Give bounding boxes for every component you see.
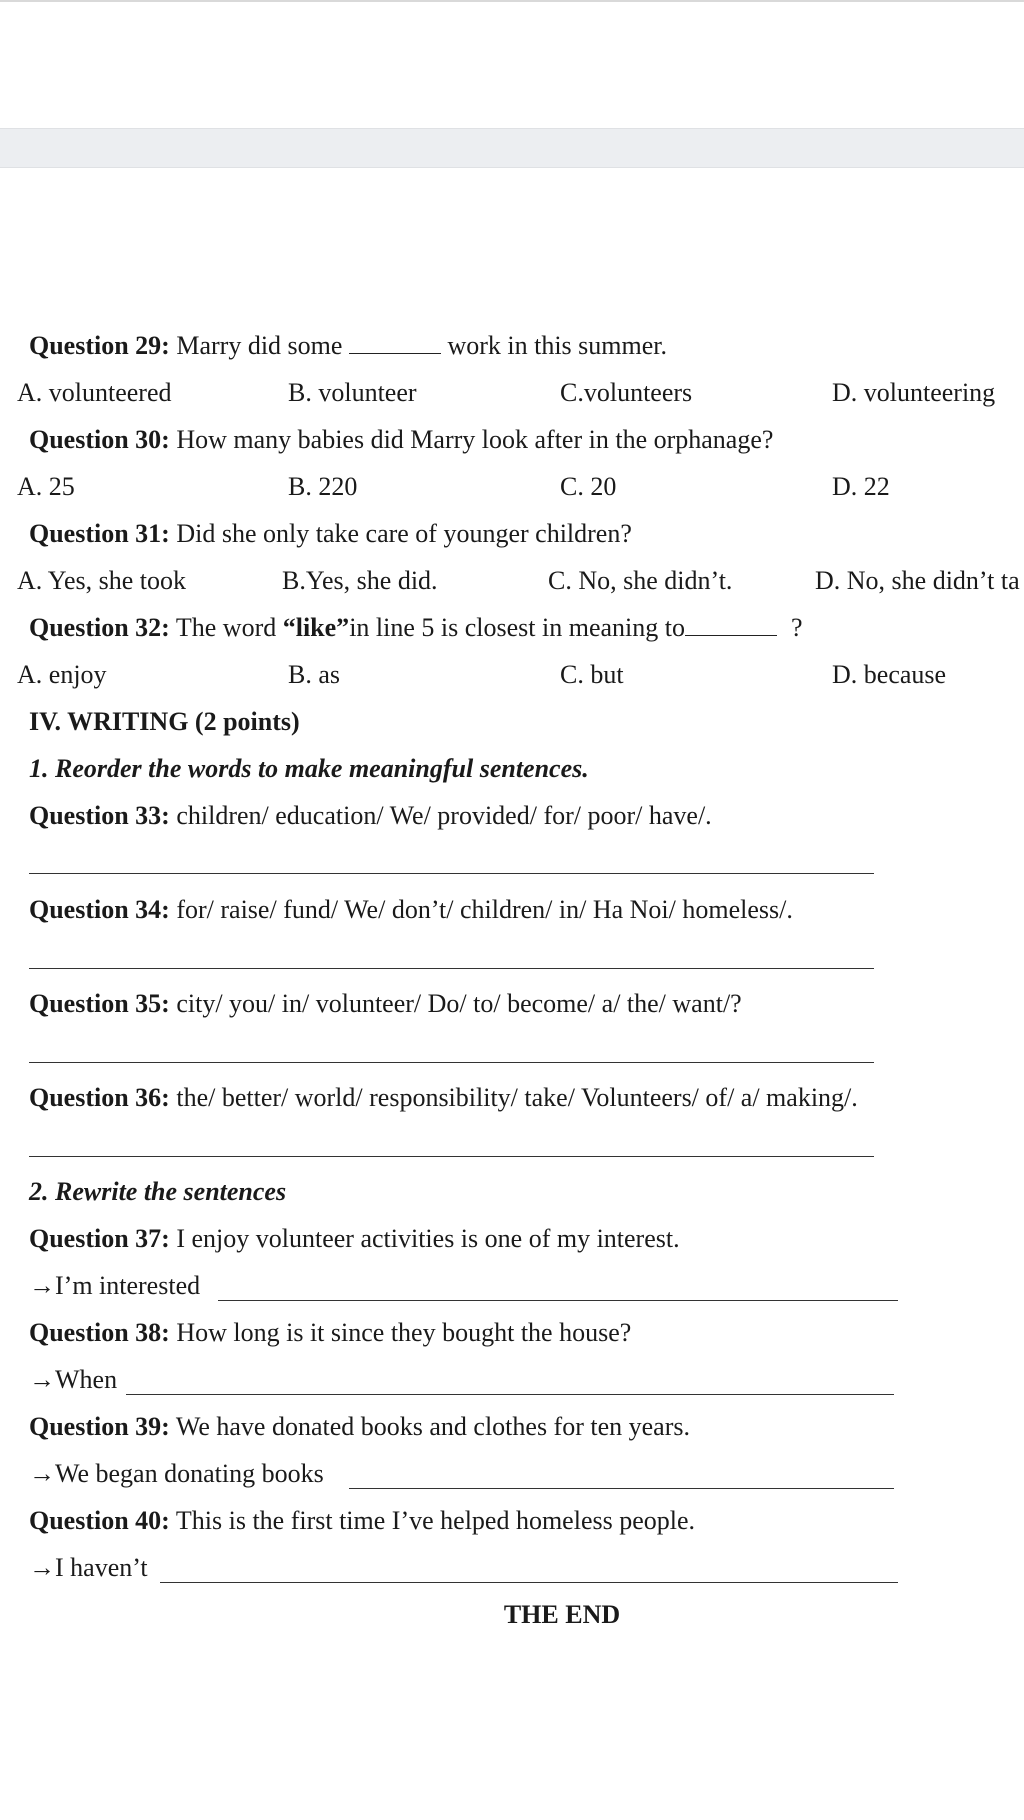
question-33	[29, 800, 712, 832]
blank	[685, 613, 777, 636]
question-text: work in this summer.	[440, 331, 667, 360]
section-heading: IV. WRITING (2 points)	[29, 707, 300, 736]
option-c: C.volunteers	[560, 378, 693, 407]
option-c: C. No, she didn’t.	[548, 566, 733, 595]
answer-line	[126, 1394, 894, 1395]
option-a: A. volunteered	[17, 378, 172, 407]
question-text: How many babies did Marry look after in the orphanage?	[176, 425, 774, 454]
option-d: D. because	[832, 660, 947, 689]
option-d: D. No, she didn’t ta	[815, 566, 1020, 595]
end-marker: THE END	[503, 1600, 621, 1629]
question-35	[29, 988, 742, 1020]
question-text: for/ raise/ fund/ We/ don’t/ children/ in/ Ha Noi/ homeless/.	[176, 895, 793, 924]
question-label: Question 40:	[29, 1506, 170, 1535]
rewrite-prompt	[29, 1458, 324, 1490]
answer-line	[218, 1300, 898, 1301]
question-text: Did she only take care of younger children?	[176, 519, 632, 548]
option-a: A. enjoy	[17, 660, 107, 689]
prompt-text: →When	[29, 1365, 118, 1394]
option-d: D. volunteering	[832, 378, 996, 407]
option-d: D. 22	[832, 472, 890, 501]
question-text: children/ education/ We/ provided/ for/ poor/ have/.	[176, 801, 712, 830]
question-label: Question 30:	[29, 425, 170, 454]
option-b: B. as	[288, 660, 340, 689]
question-text: How long is it since they bought the house?	[176, 1318, 632, 1347]
question-text: We have donated books and clothes for ten years.	[175, 1412, 690, 1441]
question-text: Marry did some	[176, 331, 349, 360]
question-label: Question 38:	[29, 1318, 170, 1347]
question-label: Question 34:	[29, 895, 170, 924]
option-a: A. Yes, she took	[17, 566, 187, 595]
question-text: ?	[790, 613, 803, 642]
question-34	[29, 894, 793, 926]
question-text: the/ better/ world/ responsibility/ take/ Volunteers/ of/ a/ making/.	[176, 1083, 858, 1112]
question-text: in line 5 is closest in meaning to	[349, 613, 685, 642]
question-label: Question 33:	[29, 801, 170, 830]
question-label: Question 31:	[29, 519, 170, 548]
option-c: C. 20	[560, 472, 617, 501]
question-label: Question 35:	[29, 989, 170, 1018]
question-text: This is the first time I’ve helped homeless people.	[175, 1506, 696, 1535]
question-39	[29, 1411, 690, 1443]
question-31	[29, 518, 632, 550]
answer-line	[29, 1156, 874, 1157]
question-text: The word	[175, 613, 283, 642]
option-a: A. 25	[17, 472, 75, 501]
question-label: Question 32:	[29, 613, 170, 642]
blank	[349, 331, 441, 354]
option-b: B. 220	[288, 472, 358, 501]
question-36	[29, 1082, 858, 1114]
answer-line	[29, 968, 874, 969]
question-label: Question 29:	[29, 331, 170, 360]
question-40	[29, 1505, 695, 1537]
prompt-text: →I’m interested	[29, 1271, 201, 1300]
question-29	[29, 330, 667, 362]
prompt-text: →I haven’t	[29, 1553, 148, 1582]
question-37	[29, 1223, 680, 1255]
option-b: B.Yes, she did.	[282, 566, 438, 595]
option-b: B. volunteer	[288, 378, 417, 407]
question-32	[29, 612, 803, 644]
prompt-text: →We began donating books	[29, 1459, 324, 1488]
option-c: C. but	[560, 660, 624, 689]
question-30	[29, 424, 773, 456]
question-38	[29, 1317, 631, 1349]
part-1-heading: 1. Reorder the words to make meaningful sentences.	[29, 754, 589, 783]
part-2-heading: 2. Rewrite the sentences	[29, 1177, 287, 1206]
rewrite-prompt	[29, 1364, 117, 1396]
rewrite-prompt	[29, 1552, 148, 1584]
answer-line	[160, 1582, 898, 1583]
quoted-word: “like”	[282, 613, 350, 642]
question-text: I enjoy volunteer activities is one of my interest.	[176, 1224, 680, 1253]
question-label: Question 39:	[29, 1412, 170, 1441]
answer-line	[349, 1488, 894, 1489]
question-text: city/ you/ in/ volunteer/ Do/ to/ become/ a/ the/ want/?	[176, 989, 742, 1018]
question-label: Question 37:	[29, 1224, 170, 1253]
answer-line	[29, 873, 874, 874]
answer-line	[29, 1062, 874, 1063]
question-label: Question 36:	[29, 1083, 170, 1112]
rewrite-prompt	[29, 1270, 200, 1302]
